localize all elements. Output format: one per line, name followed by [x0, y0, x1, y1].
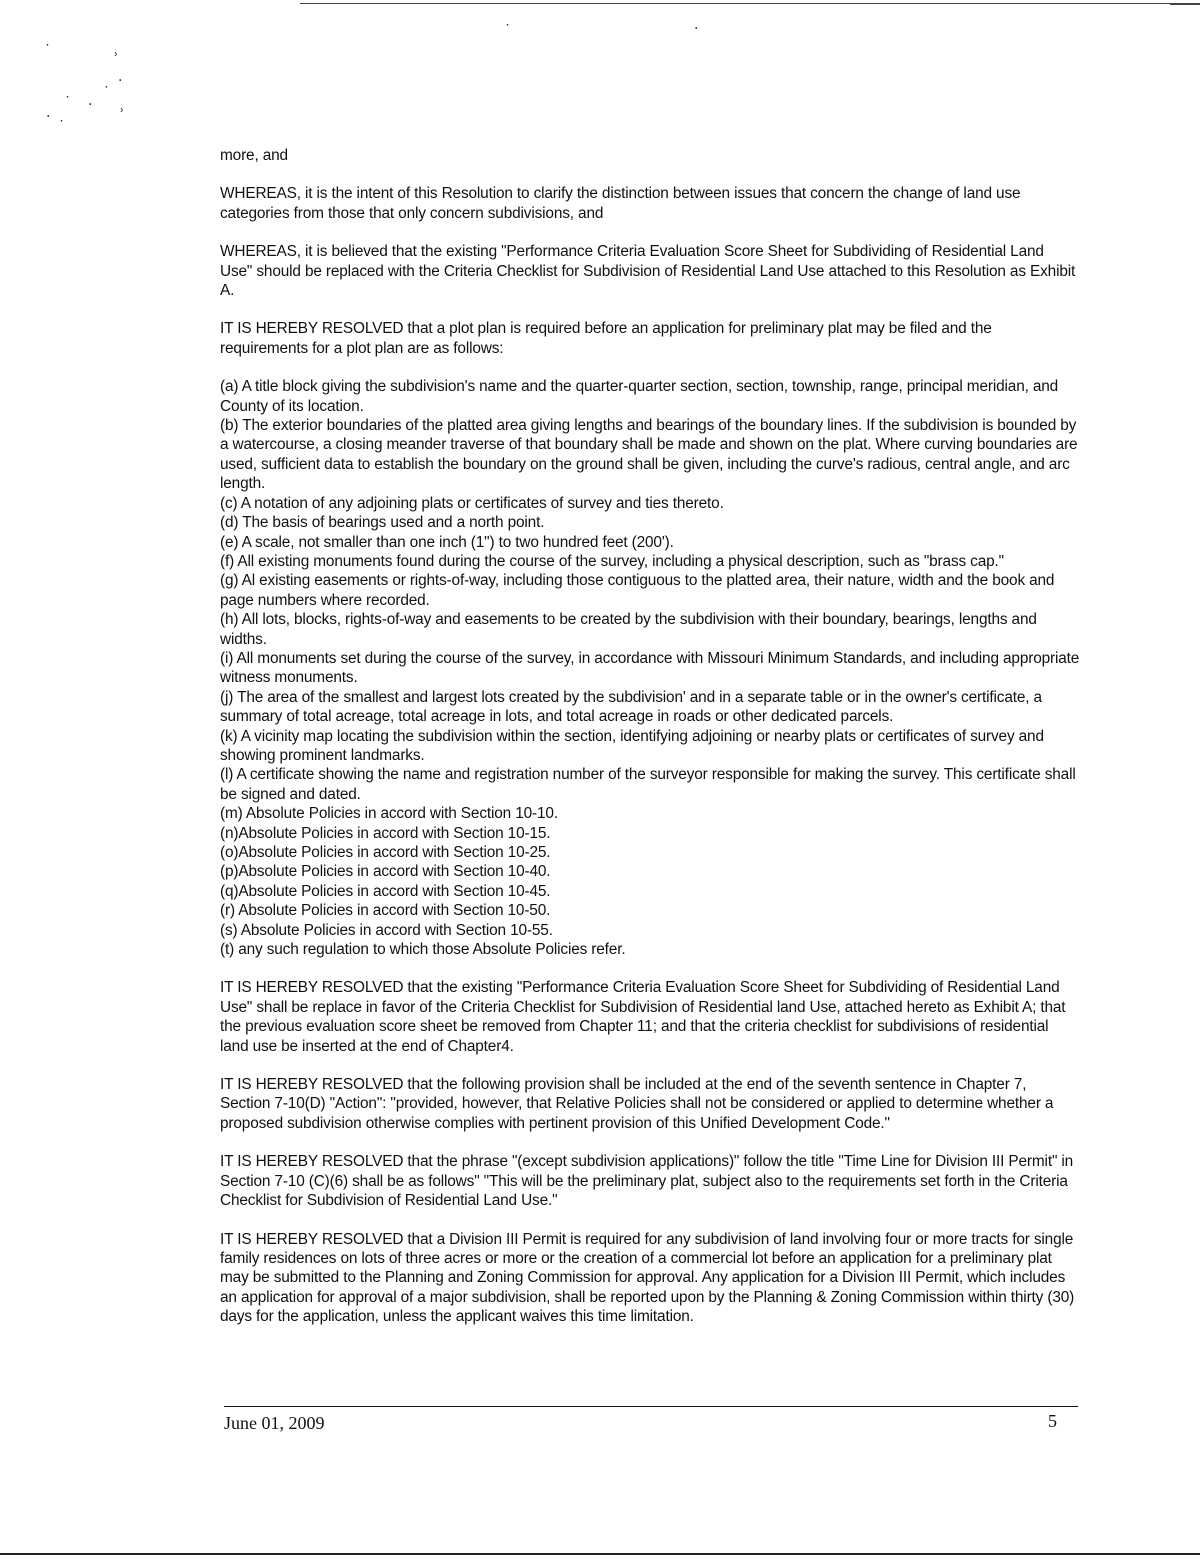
resolved-clause: IT IS HEREBY RESOLVED that a plot plan is required before an application for preliminary plat may be filed and the requirements for a plot plan are as follows: — [220, 320, 992, 357]
resolved-clause: IT IS HEREBY RESOLVED that the existing "Performance Criteria Evaluation Score Sheet for Subdividing of Residential Land Use" shall be replace in favor of the Criteria Checklist for Subdivision of Residential land Use, attached hereto as Exhibit A; that the previous evaluation score sheet be removed from Chapter 11; and that the criteria checklist for subdivisions of residential land use be inserted at the end of Chapter4. — [220, 979, 1066, 1055]
scan-speck: · — [694, 21, 699, 37]
requirement-item: (j) The area of the smallest and largest lots created by the subdivision' and in a separate table or in the owner's certificate, a summary of total acreage, total acreage in lots, and total acreage in roads or other dedicated parcels. — [220, 688, 1042, 726]
scan-speck: ˙ — [504, 23, 511, 39]
scan-artifact-top-line-right — [1170, 4, 1200, 5]
requirement-item: (c) A notation of any adjoining plats or certificates of survey and ties thereto. — [220, 494, 724, 512]
scan-speck: ˙ — [103, 85, 110, 101]
document-body — [220, 146, 1080, 1346]
scan-speck: ˙ — [44, 43, 51, 59]
scan-speck: ˙ — [58, 119, 65, 135]
requirement-item: (s) Absolute Policies in accord with Section 10-55. — [220, 921, 553, 939]
requirement-item: (m) Absolute Policies in accord with Section 10-10. — [220, 805, 558, 823]
whereas-clause: WHEREAS, it is believed that the existing "Performance Criteria Evaluation Score Sheet for Subdividing of Residential Land Use" should be replaced with the Criteria Checklist for Subdivision of Residential Land Use attached to this Resolution as Exhibit A. — [220, 243, 1076, 300]
footer-date: June 01, 2009 — [224, 1413, 325, 1433]
resolved-clause: IT IS HEREBY RESOLVED that the phrase "(except subdivision applications)" follow the title "Time Line for Division III Permit" in Section 7-10 (C)(6) shall be as follows" "This will be the preliminary plat, subject also to the requirements set forth in the Criteria Checklist for Subdivision of Residential Land Use." — [220, 1153, 1074, 1210]
scan-speck: · — [88, 97, 93, 113]
scan-artifact-top-line — [300, 3, 1200, 4]
requirement-item: (d) The basis of bearings used and a north point. — [220, 514, 545, 532]
plot-plan-requirements-list — [220, 377, 1080, 959]
requirement-item: (n)Absolute Policies in accord with Section 10-15. — [220, 824, 551, 842]
requirement-item: (r) Absolute Policies in accord with Section 10-50. — [220, 902, 551, 920]
scan-speck: ʾ — [114, 51, 119, 67]
scan-artifact-bottom-line — [0, 1553, 1200, 1555]
requirement-item: (a) A title block giving the subdivision's name and the quarter-quarter section, section, township, range, principal meridian, and County of its location. — [220, 378, 1059, 415]
requirement-item: (h) All lots, blocks, rights-of-way and easements to be created by the subdivision with their boundary, bearings, lengths and widths. — [220, 611, 1037, 648]
resolved-clause: IT IS HEREBY RESOLVED that the following provision shall be included at the end of the seventh sentence in Chapter 7, Section 7-10(D) "Action": "provided, however, that Relative Policies shall not be considered or applied to determine whether a proposed subdivision otherwise complies with pertinent provision of this Unified Development Code." — [220, 1076, 1054, 1132]
requirement-item: (i) All monuments set during the course of the survey, in accordance with Missouri Minimum Standards, and including appropriate witness monuments. — [220, 649, 1080, 687]
requirement-item: (p)Absolute Policies in accord with Section 10-40. — [220, 863, 551, 881]
resolved-clause: IT IS HEREBY RESOLVED that a Division III Permit is required for any subdivision of land involving four or more tracts for single family residences on lots of three acres or more or the creation of a commercial lot before an application for a preliminary plat may be submitted to the Planning and Zoning Commission for approval. Any application for a Division III Permit, which includes an application for approval of a major subdivision, shall be reported upon by the Planning & Zoning Commission within thirty (30) days for the application, unless the applicant waives this time limitation. — [220, 1230, 1075, 1326]
requirement-item: (e) A scale, not smaller than one inch (1") to two hundred feet (200'). — [220, 533, 674, 551]
requirement-item: (b) The exterior boundaries of the platted area giving lengths and bearings of the boundary lines. If the subdivision is bounded by a watercourse, a closing meander traverse of that boundary shall be made and shown on the plat. Where curving boundaries are used, sufficient data to establish the boundary on the ground shall be given, including the curve's radious, central angle, and arc length. — [220, 417, 1078, 493]
footer-divider — [224, 1406, 1078, 1407]
requirement-item: (k) A vicinity map locating the subdivision within the section, identifying adjoining or nearby plats or certificates of survey and showing prominent landmarks. — [220, 727, 1044, 764]
whereas-clause: WHEREAS, it is the intent of this Resolution to clarify the distinction between issues that concern the change of land use categories from those that only concern subdivisions, and — [220, 185, 1021, 222]
page-number: 5 — [1048, 1411, 1057, 1431]
scan-speck: · — [118, 73, 123, 89]
scan-speck: · — [46, 109, 51, 125]
requirement-item: (t) any such regulation to which those Absolute Policies refer. — [220, 941, 626, 959]
requirement-item: (g) Al existing easements or rights-of-way, including those contiguous to the platted area, their nature, width and the book and page numbers where recorded. — [220, 572, 1055, 609]
requirement-item: (o)Absolute Policies in accord with Section 10-25. — [220, 844, 551, 861]
scan-speck: ʾ — [120, 107, 125, 123]
requirement-item: (f) All existing monuments found during the course of the survey, including a physical description, such as "brass cap." — [220, 552, 1004, 570]
requirement-item: (q)Absolute Policies in accord with Section 10-45. — [220, 882, 551, 900]
continuation-text: more, and — [220, 147, 288, 164]
requirement-item: (l) A certificate showing the name and registration number of the surveyor responsible for making the survey. This certificate shall be signed and dated. — [220, 766, 1076, 803]
scan-speck: ˙ — [64, 95, 71, 111]
